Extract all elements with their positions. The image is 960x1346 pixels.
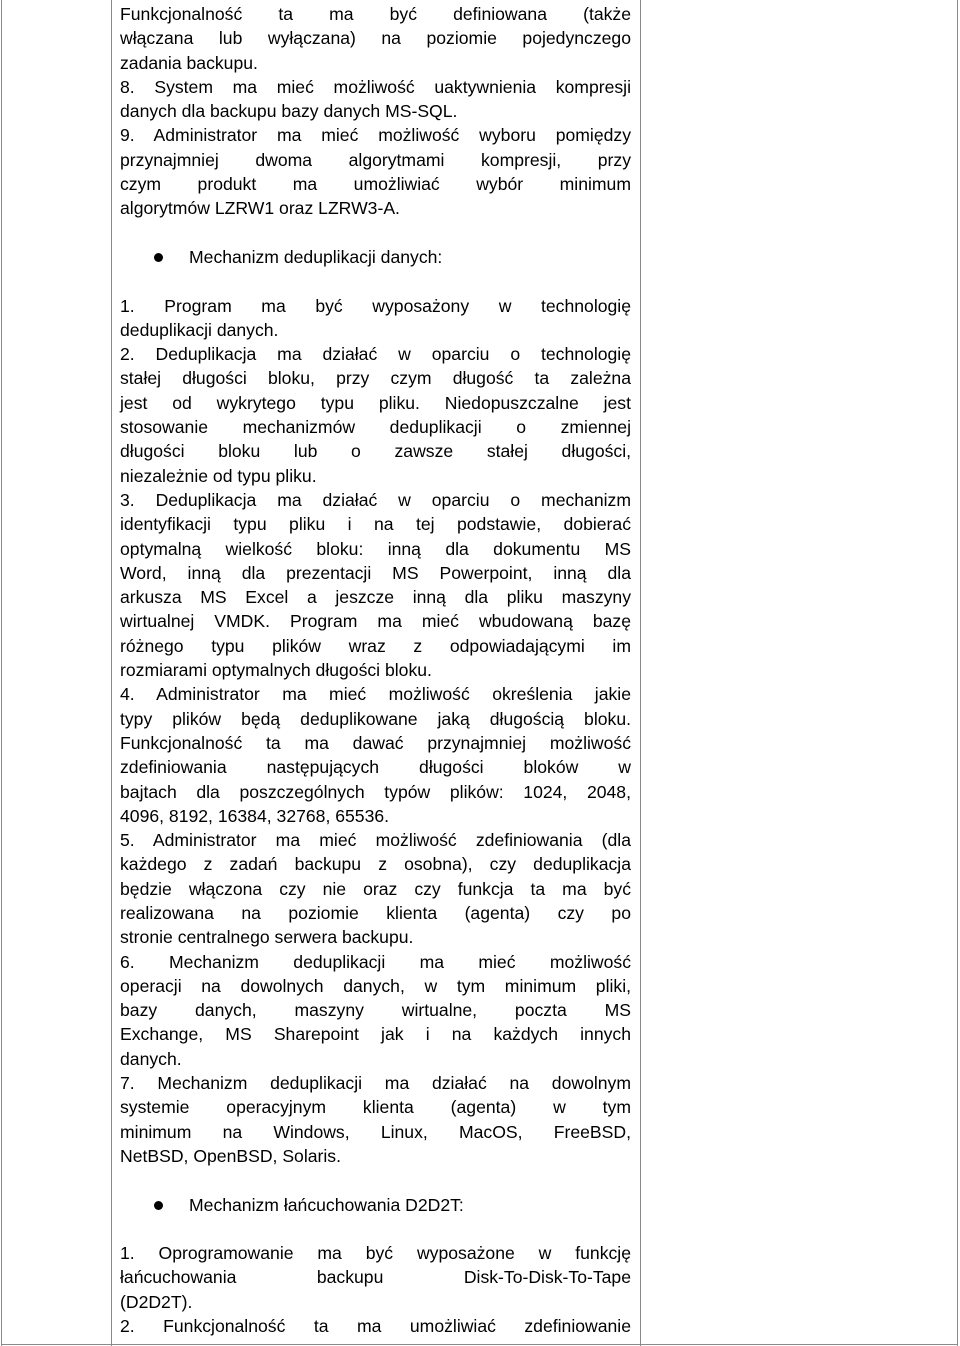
text-line: przynajmniej dwoma algorytmami kompresji, przy [120,149,631,170]
text-line: minimum na Windows, Linux, MacOS, FreeBSD, [120,1121,631,1142]
text-line: typy plików będą deduplikowane jaką długością bloku. [120,708,631,729]
text-line: arkusza MS Excel a jeszcze inną dla pliku maszyny [120,587,631,608]
text-line: rozmiarami optymalnych długości bloku. [120,660,432,681]
text-line: 5. Administrator ma mieć możliwość zdefiniowania (dla [120,830,631,851]
text-line: danych. [120,1048,182,1069]
text-line: łańcuchowania backupu Disk-To-Disk-To-Tape [120,1267,631,1288]
text-line: stosowanie mechanizmów deduplikacji o zmiennej [120,417,631,438]
text-line: 4. Administrator ma mieć możliwość określenia jakie [120,684,631,705]
text-line: czym produkt ma umożliwiać wybór minimum [120,174,631,195]
text-line: optymalną wielkość bloku: inną dla dokumentu MS [120,538,631,559]
spacer [120,1217,631,1241]
text-line: każdego z zadań backupu z osobna), czy deduplikacja [120,854,631,875]
text-line: bajtach dla poszczególnych typów plików: 1024, 2048, [120,781,631,802]
text-line: operacji na dowolnych danych, w tym minimum pliki, [120,975,631,996]
text-line: 6. Mechanizm deduplikacji ma mieć możliwość [120,951,631,972]
section-bullet-d2d2t [120,1193,631,1217]
text-line: realizowana na poziomie klienta (agenta) czy po [120,902,631,923]
text-line: (D2D2T). [120,1291,193,1312]
spacer [120,221,631,245]
text-line: zdefiniowania następujących długości bloków w [120,757,631,778]
text-line: 7. Mechanizm deduplikacji ma działać na dowolnym [120,1073,631,1094]
text-line: NetBSD, OpenBSD, Solaris. [120,1145,341,1166]
text-line: stałej długości bloku, przy czym długość ta zależna [120,368,631,389]
requirements-cell [120,2,631,1338]
text-line: identyfikacji typu pliku i na tej podstawie, dobierać [120,514,631,535]
table-column-divider-right [640,0,641,1346]
text-line: danych dla backupu bazy danych MS-SQL. [120,101,458,122]
text-line: deduplikacji danych. [120,319,279,340]
text-line: 2. Funkcjonalność ta ma umożliwiać zdefiniowanie [120,1316,631,1337]
text-line: 8. System ma mieć możliwość uaktywnienia kompresji [120,76,631,97]
text-line: stronie centralnego serwera backupu. [120,927,414,948]
text-line: 3. Deduplikacja ma działać w oparciu o mechanizm [120,489,631,510]
text-line: Funkcjonalność ta ma być definiowana (także [120,4,631,24]
text-line: długości bloku lub o zawsze stałej długości, [120,441,631,462]
text-line: wirtualnej VMDK. Program ma mieć wbudowaną bazę [120,611,631,632]
text-line: 1. Program ma być wyposażony w technologię [120,295,631,316]
section-heading: Mechanizm łańcuchowania D2D2T: [189,1194,464,1215]
table-column-divider [111,0,112,1346]
text-line: Word, inną dla prezentacji MS Powerpoint, inną dla [120,562,631,583]
text-line: będzie włączona czy nie oraz czy funkcja ta ma być [120,878,631,899]
text-line: 4096, 8192, 16384, 32768, 65536. [120,805,390,826]
text-line: 1. Oprogramowanie ma być wyposażone w funkcję [120,1243,631,1264]
bullet-dot-icon [154,253,163,262]
section-heading: Mechanizm deduplikacji danych: [189,246,443,267]
text-line: niezależnie od typu pliku. [120,465,317,486]
text-line: bazy danych, maszyny wirtualne, poczta MS [120,1000,631,1021]
section-bullet-deduplication [120,245,631,269]
text-line: 2. Deduplikacja ma działać w oparciu o technologię [120,344,631,365]
table-border-left [1,0,2,1346]
text-line: różnego typu plików wraz z odpowiadającymi im [120,635,631,656]
bullet-dot-icon [154,1201,163,1210]
table-border-right [957,0,958,1346]
text-line: 9. Administrator ma mieć możliwość wyboru pomiędzy [120,125,631,146]
text-line: Funkcjonalność ta ma dawać przynajmniej możliwość [120,732,631,753]
table-border-bottom [1,1344,958,1345]
spacer [120,269,631,293]
text-line: jest od wykrytego typu pliku. Niedopuszczalne jest [120,392,631,413]
text-line: zadania backupu. [120,52,258,73]
text-line: algorytmów LZRW1 oraz LZRW3-A. [120,198,400,219]
text-line: Exchange, MS Sharepoint jak i na każdych innych [120,1024,631,1045]
spacer [120,1168,631,1192]
text-line: systemie operacyjnym klienta (agenta) w tym [120,1097,631,1118]
text-line: włączana lub wyłączana) na poziomie pojedynczego [120,28,631,49]
